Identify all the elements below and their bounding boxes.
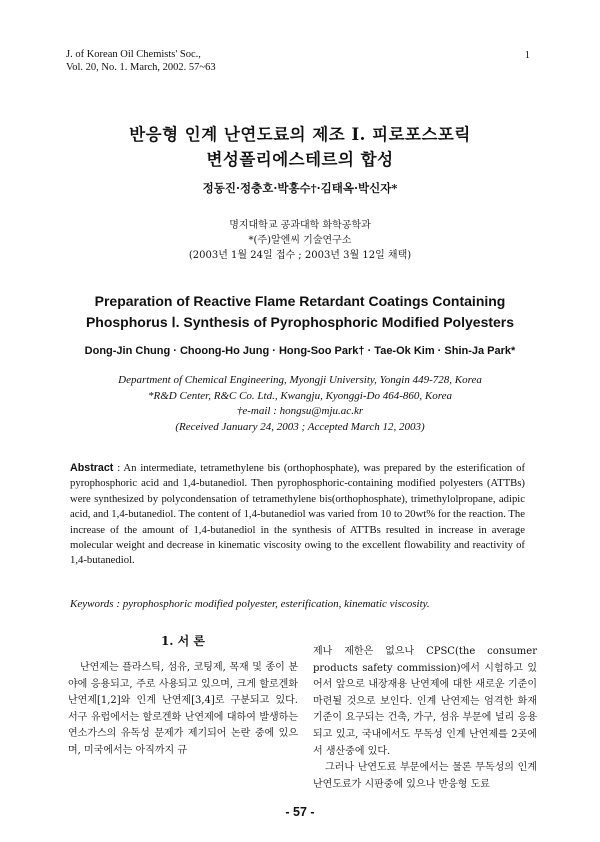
korean-dates: (2003년 1월 24일 접수 ; 2003년 3월 12일 채택) [188, 250, 412, 261]
right-paragraph-2: 그러나 난연도료 부문에서는 물론 무독성의 인계 난연도료가 시판중에 있으나 반응형 도료 [313, 762, 537, 790]
page-number-top: 1 [524, 50, 530, 61]
korean-title-line-1: 반응형 인계 난연도료의 제조 Ⅰ. 피로포스포릭 [129, 125, 471, 144]
english-title-line-2: Phosphorus Ⅰ. Synthesis of Pyrophosphoric Modified Polyesters [85, 314, 515, 330]
journal-line-1: J. of Korean Oil Chemists' Soc., [66, 49, 201, 60]
left-paragraph-1: 난연제는 플라스틱, 섬유, 코팅제, 목재 및 종이 분야에 응용되고, 주로 사용되고 있으며, 크게 할로겐화 난연제[1,2]와 인계 난연제[3,4]로 구분되고 있다. 서구 유럽에서는 할로겐화 난연제에 대하여 발생하는 연소가스의 유독성 문제가 제기되어 논란 중에 있으며, 미국에서는 아직까지 규 [68, 662, 298, 756]
right-paragraph-1: 제나 제한은 없으나 CPSC(the consumer products safety commission)에서 시험하고 있어서 앞으로 내장재용 난연제에 대한 새로운 기준이 마련될 것으로 보인다. 인계 난연제는 엄격한 화재기준이 요구되는 건축, 가구, 섬유 부문에 널리 응용되고 있고, 국내에서도 무독성 인계 난연제를 2곳에서 생산중에 있다. [313, 646, 537, 757]
english-authors: Dong-Jin Chung · Choong-Ho Jung · Hong-Soo Park† · Tae-Ok Kim · Shin-Ja Park* [84, 345, 516, 357]
left-column [68, 660, 298, 760]
journal-line-2: Vol. 20, No. 1. March, 2002. 57~63 [66, 62, 216, 73]
english-affiliation-2: *R&D Center, R&C Co. Ltd., Kwangju, Kyonggi-Do 464-860, Korea [148, 389, 452, 402]
section-heading: 1. 서 론 [160, 634, 206, 648]
english-affiliations [0, 373, 600, 435]
page-number-bottom: - 57 - [285, 805, 315, 819]
korean-affiliations [0, 218, 600, 263]
korean-affiliation-2: *(주)알엔씨 기술연구소 [248, 235, 352, 246]
keywords: Keywords : pyrophosphoric modified polyester, esterification, kinematic viscosity. [70, 598, 430, 610]
english-title [0, 291, 600, 333]
right-column [313, 644, 537, 793]
abstract [70, 461, 525, 569]
english-affiliation-1: Department of Chemical Engineering, Myongji University, Yongin 449-728, Korea [118, 374, 482, 386]
korean-title [0, 122, 600, 172]
english-title-line-1: Preparation of Reactive Flame Retardant Coatings Containing [94, 293, 506, 309]
korean-affiliation-1: 명지대학교 공과대학 화학공학과 [229, 220, 371, 231]
korean-authors: 정동진·정충호·박홍수†·김태옥·박신자* [202, 181, 398, 195]
journal-citation [66, 48, 216, 74]
corresponding-email: †e-mail : hongsu@mju.ac.kr [236, 405, 364, 418]
korean-title-line-2: 변성폴리에스테르의 합성 [206, 150, 394, 169]
abstract-label: Abstract [70, 462, 114, 474]
abstract-text: : An intermediate, tetramethylene bis (orthophosphate), was prepared by the esterification of pyrophosphoric acid and 1,4-butanediol. Then pyrophosphoric-containing modified polyesters (ATTBs) were synthesized by polycondensation of tetramethylene bis(orthophosphate), trimethylolpropane, adipic acid, and 1,4-butanediol. The content of 1,4-butanediol was varied from 10 to 20wt% for the reaction. The increase of the amount of 1,4-butanediol in the synthesis of ATTBs resulted in increase in average molecular weight and decrease in kinematic viscosity owing to the excellent flowability and reactivity of 1,4-butanediol. [70, 462, 525, 567]
english-dates: (Received January 24, 2003 ; Accepted March 12, 2003) [175, 420, 425, 433]
